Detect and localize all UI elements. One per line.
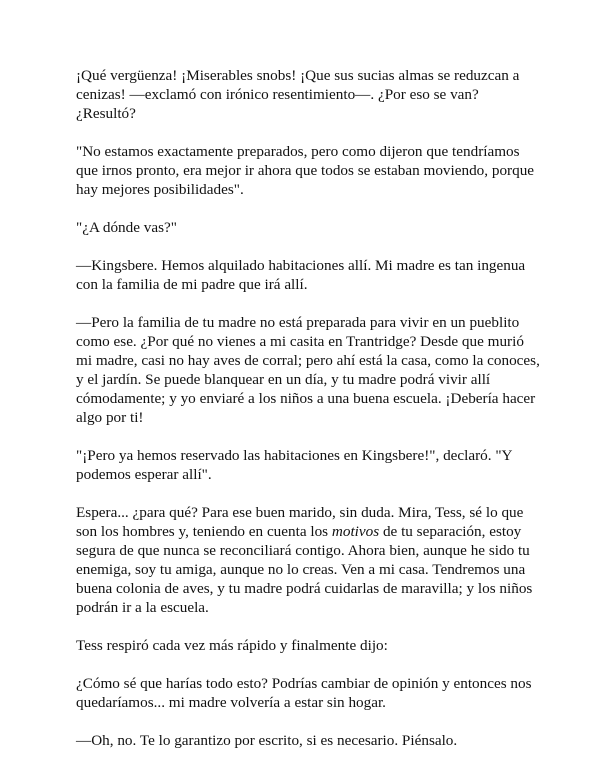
paragraph-7 bbox=[76, 503, 540, 617]
paragraph-4: —Kingsbere. Hemos alquilado habitaciones allí. Mi madre es tan ingenua con la familia de mi padre que irá allí. bbox=[76, 257, 526, 293]
paragraph-5: —Pero la familia de tu madre no está preparada para vivir en un pueblito como ese. ¿Por qué no vienes a mi casita en Trantridge? Desde que murió mi madre, casi no hay aves de corral; pero ahí está la casa, como la conoces, y el jardín. Se puede blanquear en un día, y tu madre podrá vivir allí cómodamente; y yo enviaré a los niños a una buena escuela. ¡Debería hacer algo por ti! bbox=[76, 314, 540, 426]
paragraph-6: "¡Pero ya hemos reservado las habitaciones en Kingsbere!", declaró. "Y podemos esperar allí". bbox=[76, 447, 512, 483]
paragraph-8: Tess respiró cada vez más rápido y finalmente dijo: bbox=[76, 637, 388, 654]
paragraph-7-text-after: de tu separación, estoy segura de que nunca se reconciliará contigo. Ahora bien, aunque he sido tu enemiga, soy tu amiga, aunque no lo creas. Ven a mi casa. Tendremos una buena colonia de aves, y tu madre podrá cuidarlas de maravilla; y los niños podrán ir a la escuela. bbox=[76, 523, 533, 616]
paragraph-10: —Oh, no. Te lo garantizo por escrito, si es necesario. Piénsalo. bbox=[76, 732, 458, 749]
paragraph-1: ¡Qué vergüenza! ¡Miserables snobs! ¡Que sus sucias almas se reduzcan a cenizas! —exclamó con irónico resentimiento—. ¿Por eso se van? ¿Resultó? bbox=[76, 67, 520, 122]
paragraph-7-text-before: Espera... ¿para qué? Para ese buen marido, sin duda. Mira, Tess, sé lo que son los hombres y, teniendo en cuenta los bbox=[76, 504, 524, 540]
paragraph-3: "¿A dónde vas?" bbox=[76, 219, 177, 236]
paragraph-2: "No estamos exactamente preparados, pero como dijeron que tendríamos que irnos pronto, era mejor ir ahora que todos se estaban moviendo, porque hay mejores posibilidades". bbox=[76, 143, 535, 198]
paragraph-7-emphasis: motivos bbox=[331, 523, 380, 540]
paragraph-9: ¿Cómo sé que harías todo esto? Podrías cambiar de opinión y entonces nos quedaríamos... mi madre volvería a estar sin hogar. bbox=[76, 675, 532, 711]
